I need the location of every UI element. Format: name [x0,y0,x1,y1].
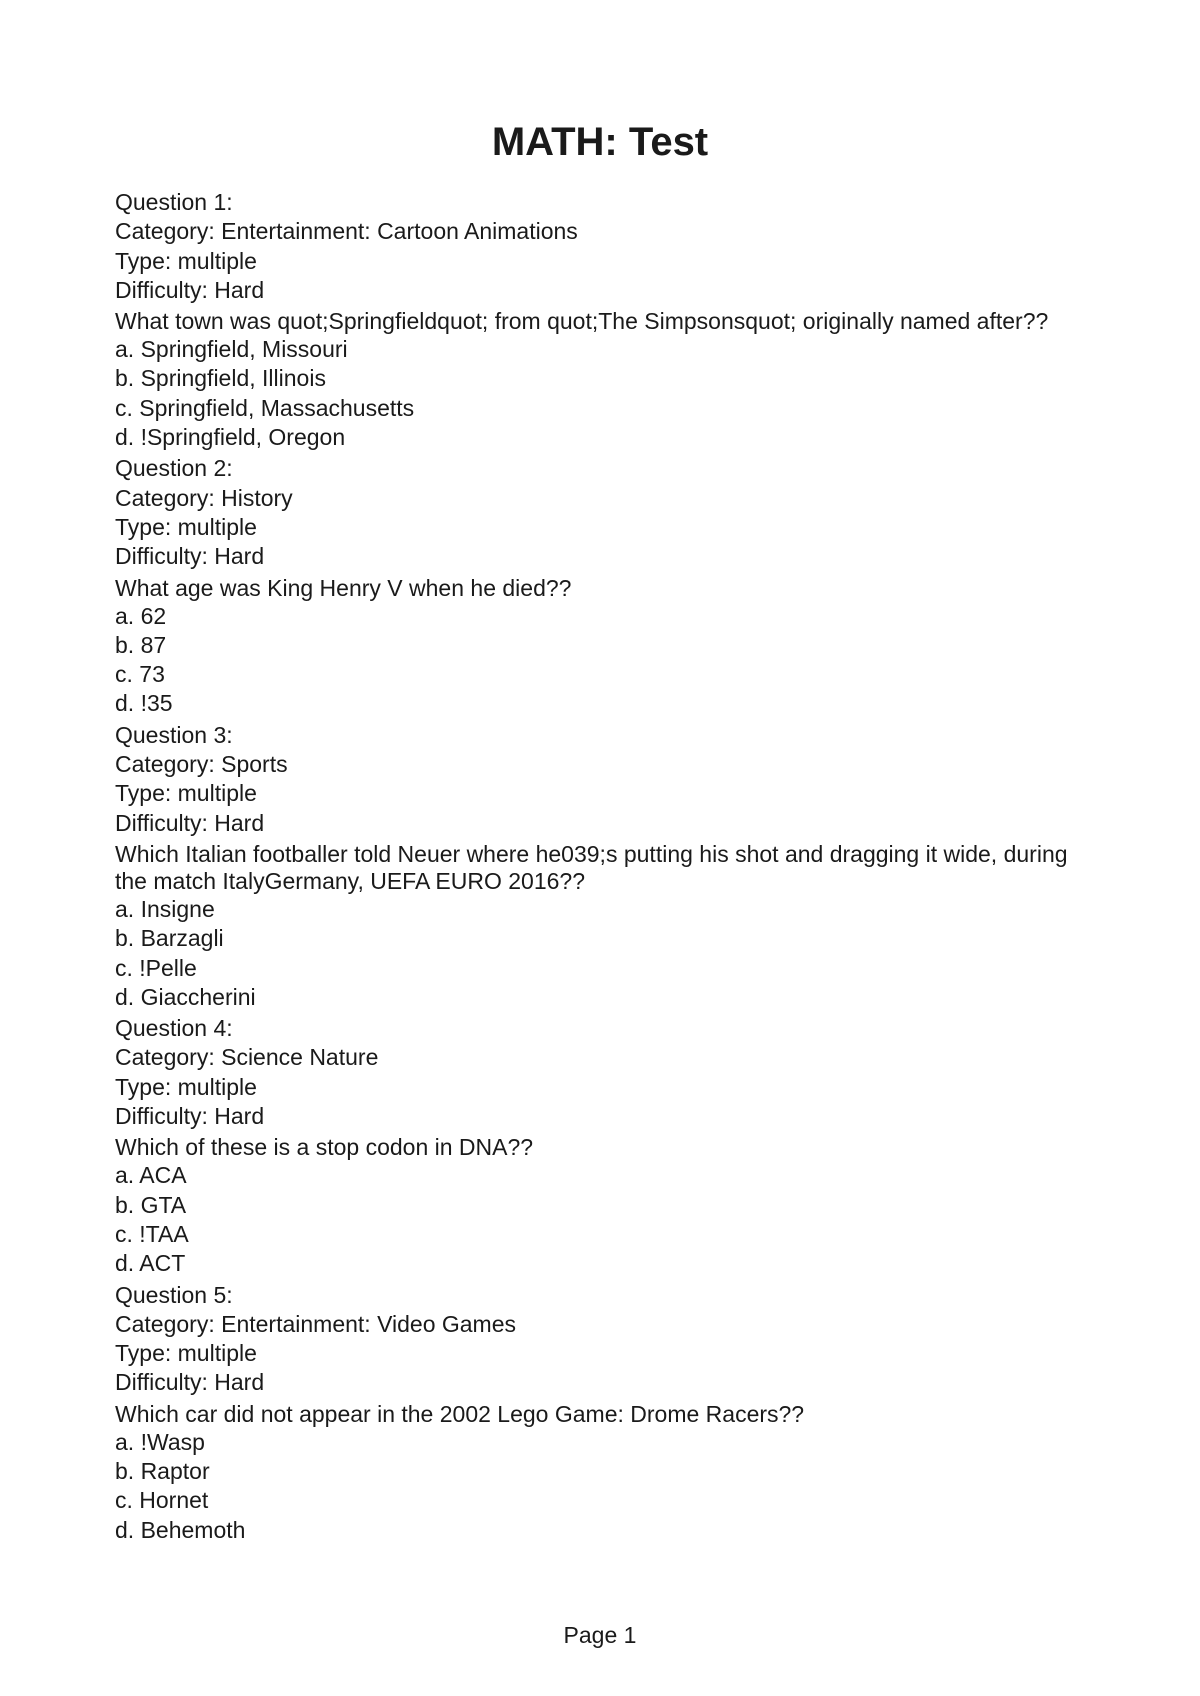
question-difficulty: Difficulty: Hard [115,276,265,303]
question-type: Type: multiple [115,513,257,540]
answer-option: b. Springfield, Illinois [115,365,326,392]
answer-option: d. !35 [115,690,173,717]
question-heading: Question 2: [115,455,233,482]
question-difficulty: Difficulty: Hard [115,1369,265,1396]
answer-option: c. 73 [115,661,165,688]
question-heading: Question 4: [115,1015,233,1042]
answer-option: a. 62 [115,602,167,629]
question-type: Type: multiple [115,247,257,274]
answer-option: a. Insigne [115,895,215,922]
answer-option: d. Giaccherini [115,983,256,1010]
question-type: Type: multiple [115,1073,257,1100]
question-text: What age was King Henry V when he died?? [115,574,572,601]
question-heading: Question 1: [115,189,233,215]
question-heading: Question 3: [115,721,233,748]
question-category: Category: Entertainment: Cartoon Animations [115,218,578,245]
question-text: Which Italian footballer told Neuer where he039;s putting his shot and dragging it wide, during the match ItalyGermany, UEFA EURO 2016?? [115,840,1068,894]
page-number: Page 1 [563,1622,637,1648]
answer-option: c. Springfield, Massachusetts [115,394,415,421]
page-title: MATH: Test [491,120,709,164]
question-category: Category: Science Nature [115,1044,379,1071]
answer-option: b. 87 [115,631,167,658]
question-list [115,186,1075,1545]
question-difficulty: Difficulty: Hard [115,809,265,836]
question-text: Which of these is a stop codon in DNA?? [115,1134,534,1161]
answer-option: d. Behemoth [115,1516,246,1543]
question-category: Category: History [115,484,293,511]
answer-option: b. GTA [115,1191,187,1218]
question-type: Type: multiple [115,1340,257,1367]
question-4 [115,1014,1075,1278]
question-2 [115,454,1075,718]
question-3 [115,721,1075,1012]
question-difficulty: Difficulty: Hard [115,1103,265,1130]
answer-option: a. ACA [115,1162,187,1189]
answer-option: b. Barzagli [115,925,224,952]
question-text: Which car did not appear in the 2002 Lego Game: Drome Racers?? [115,1400,805,1427]
answer-option: c. !Pelle [115,954,197,981]
answer-option: b. Raptor [115,1457,210,1484]
question-1 [115,188,1075,452]
answer-option: c. Hornet [115,1487,209,1514]
question-5 [115,1281,1075,1545]
question-category: Category: Entertainment: Video Games [115,1310,517,1337]
answer-option: a. Springfield, Missouri [115,336,348,363]
question-type: Type: multiple [115,780,257,807]
question-text: What town was quot;Springfieldquot; from quot;The Simpsonsquot; originally named after?? [115,308,1049,335]
answer-option: d. !Springfield, Oregon [115,424,346,451]
answer-option: a. !Wasp [115,1428,205,1455]
answer-option: d. ACT [115,1250,186,1277]
question-category: Category: Sports [115,751,288,778]
question-difficulty: Difficulty: Hard [115,543,265,570]
answer-option: c. !TAA [115,1220,189,1247]
question-heading: Question 5: [115,1281,233,1308]
